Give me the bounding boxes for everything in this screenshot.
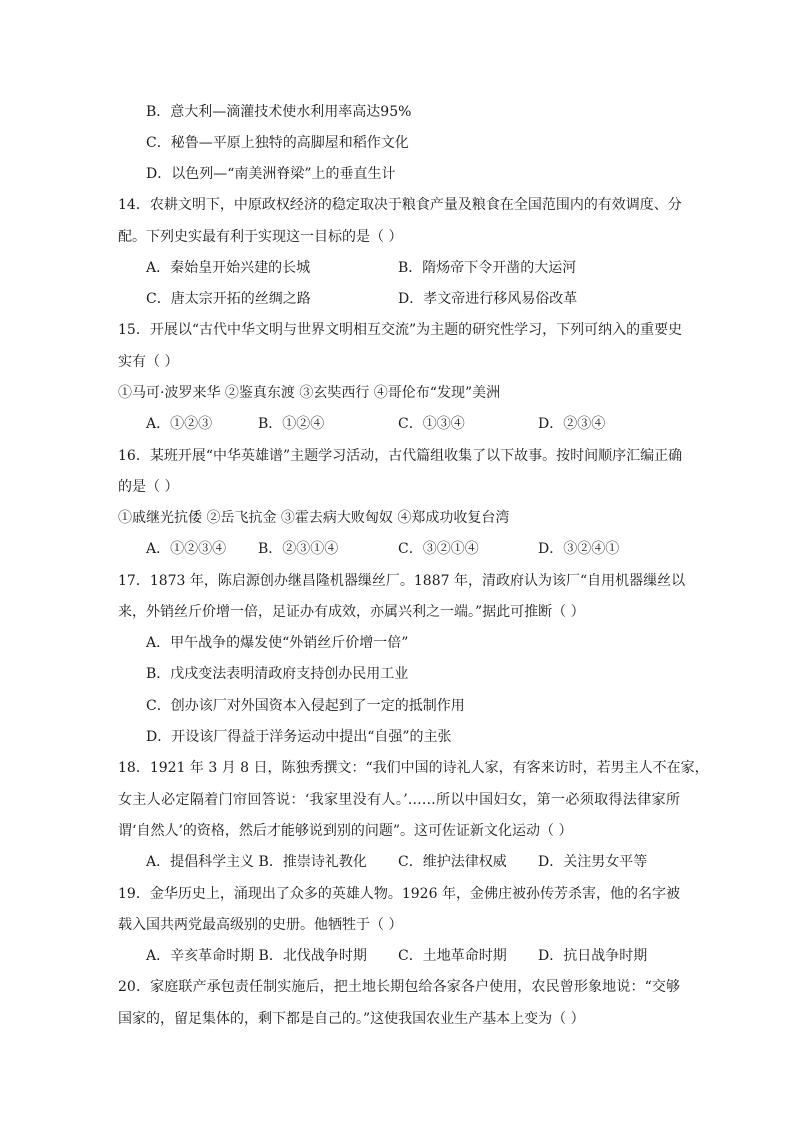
q18-option-c: C．维护法律权威	[398, 854, 507, 870]
q18-stem-line-3: 谓‘自然人’的资格，然后才能够说到别的问题”。这可佐证新文化运动（ ）	[118, 823, 573, 839]
q20-stem-line-1: 20．家庭联产承包责任制实施后，把土地长期包给各家各户使用，农民曾形象地说：“交够	[118, 979, 680, 995]
q15-stem-line-1: 15．开展以“古代中华文明与世界文明相互交流”为主题的研究性学习，下列可纳入的重要史	[118, 322, 683, 338]
q19-stem-line-1: 19．金华历史上，涌现出了众多的英雄人物。1926 年，金佛庄被孙传芳杀害，他的名字被	[118, 886, 680, 902]
q20-stem-line-2: 国家的，留足集体的，剩下都是自己的。”这使我国农业生产基本上变为（ ）	[118, 1011, 585, 1027]
q17-option-d: D．开设该厂得益于洋务运动中提出“自强”的主张	[146, 729, 452, 745]
q18-option-d: D．关注男女平等	[538, 854, 648, 870]
q19-option-a-b: A．辛亥革命时期 B．北伐战争时期	[146, 948, 367, 964]
q15-option-a: A．①②③	[146, 416, 213, 432]
q17-option-c: C．创办该厂对外国资本入侵起到了一定的抵制作用	[146, 698, 465, 714]
q18-stem-line-1: 18．1921 年 3 月 8 日，陈独秀撰文：“我们中国的诗礼人家，有客来访时，若男主人不在家，	[118, 760, 709, 776]
q16-option-d: D．③②④①	[538, 541, 620, 557]
q19-option-d: D．抗日战争时期	[538, 948, 648, 964]
q16-option-b: B．②③①④	[258, 541, 339, 557]
q14-option-a: A．秦始皇开始兴建的长城	[146, 260, 311, 276]
q18-stem-line-2: 女主人必定隔着门帘回答说：‘我家里没有人。’……所以中国妇女，第一必须取得法律家所	[118, 792, 680, 808]
q16-items: ①戚继光抗倭 ②岳飞抗金 ③霍去病大败匈奴 ④郑成功收复台湾	[118, 510, 510, 526]
q19-stem-line-2: 载入国共两党最高级别的史册。他牺牲于（ ）	[118, 917, 403, 933]
q14-stem-line-2: 配。下列史实最有利于实现这一目标的是（ ）	[118, 229, 403, 245]
q17-stem-line-2: 来，外销丝斤价增一倍，足证办有成效，亦属兴利之一端。”据此可推断（ ）	[118, 604, 585, 620]
q18-option-a-b: A．提倡科学主义 B．推崇诗礼教化	[146, 854, 367, 870]
q17-option-a: A．甲午战争的爆发使“外销丝斤价增一倍”	[146, 635, 409, 651]
q14-option-d: D．孝文帝进行移风易俗改革	[398, 291, 578, 307]
q17-option-b: B．戊戌变法表明清政府支持创办民用工业	[146, 666, 409, 682]
q16-option-a: A．①②③④	[146, 541, 227, 557]
q14-option-b: B．隋炀帝下令开凿的大运河	[398, 260, 577, 276]
q15-stem-line-2: 实有（ ）	[118, 354, 179, 370]
q14-option-c: C．唐太宗开拓的丝绸之路	[146, 291, 311, 307]
q14-stem-line-1: 14．农耕文明下，中原政权经济的稳定取决于粮食产量及粮食在全国范围内的有效调度、分	[118, 197, 682, 213]
q13-option-c: C．秘鲁—平原上独特的高脚屋和稻作文化	[146, 135, 409, 151]
q15-option-d: D．②③④	[538, 416, 606, 432]
q19-option-c: C．土地革命时期	[398, 948, 507, 964]
q15-option-c: C．①③④	[398, 416, 465, 432]
q16-stem-line-2: 的是（ ）	[118, 479, 179, 495]
q15-items: ①马可·波罗来华 ②鉴真东渡 ③玄奘西行 ④哥伦布“发现”美洲	[118, 385, 501, 401]
q17-stem-line-1: 17．1873 年，陈启源创办继昌隆机器缫丝厂。1887 年，清政府认为该厂“自用机器缫丝以	[118, 573, 686, 589]
q16-option-c: C．③②①④	[398, 541, 479, 557]
q13-option-b: B．意大利—滴灌技术使水利用率高达95%	[146, 104, 412, 120]
q16-stem-line-1: 16．某班开展“中华英雄谱”主题学习活动，古代篇组收集了以下故事。按时间顺序汇编正确	[118, 448, 683, 464]
q13-option-d: D．以色列—“南美洲脊梁”上的垂直生计	[146, 166, 396, 182]
q15-option-b: B．①②④	[258, 416, 325, 432]
